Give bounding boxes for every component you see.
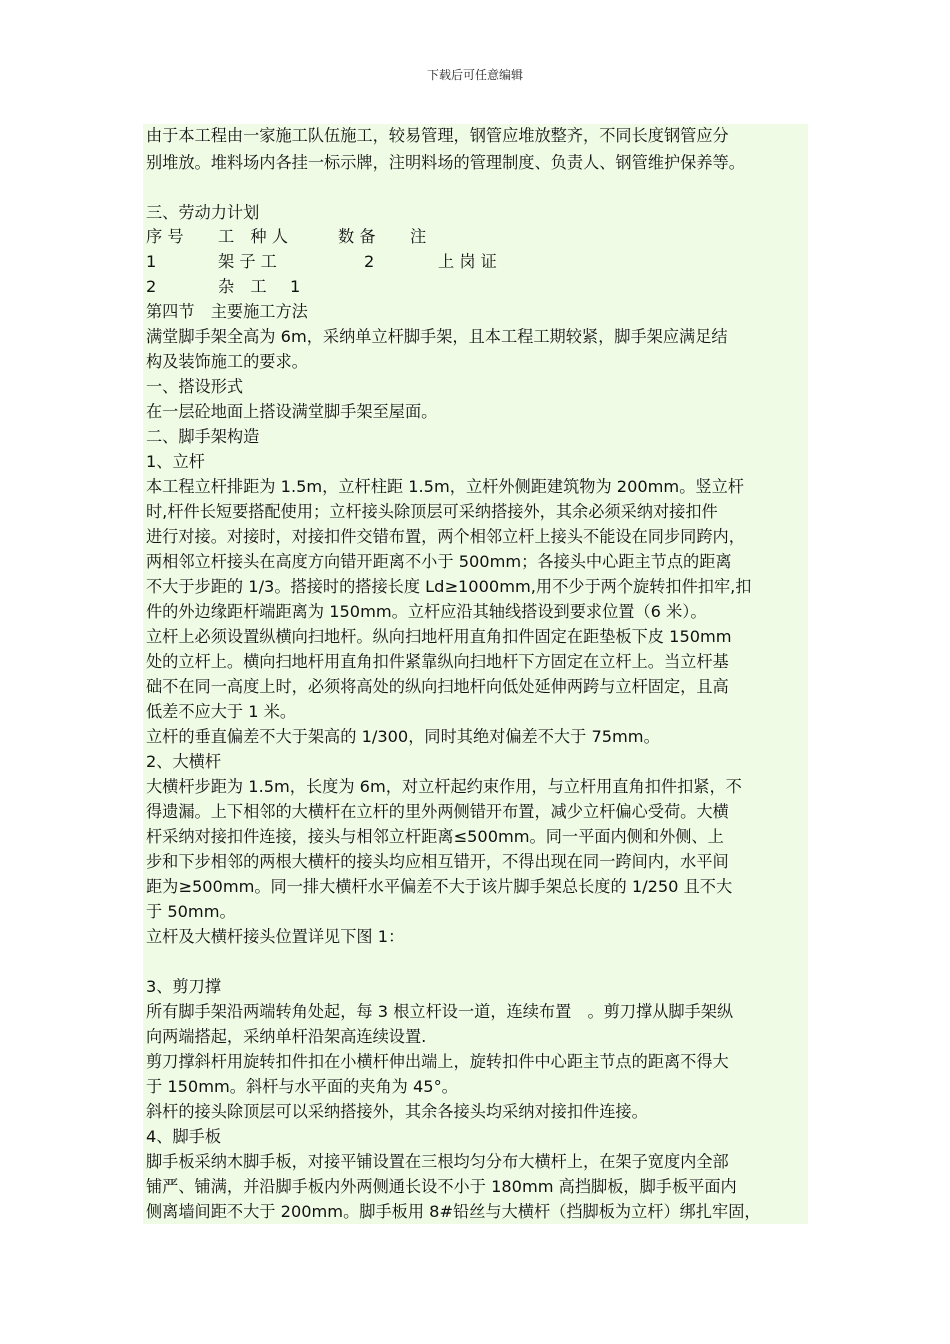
section-heading: 3、剪刀撑 xyxy=(146,977,222,996)
paragraph-line: 铺严、铺满，并沿脚手板内外两侧通长设不小于 180mm 高挡脚板，脚手板平面内 xyxy=(146,1177,737,1196)
paragraph-line: 向两端搭起，采纳单杆沿架高连续设置. xyxy=(146,1027,427,1046)
section-heading: 二、脚手架构造 xyxy=(146,427,260,446)
paragraph-line: 杆采纳对接扣件连接，接头与相邻立杆距离≤500mm。同一平面内侧和外侧、上 xyxy=(146,827,724,846)
paragraph-line: 大横杆步距为 1.5m，长度为 6m，对立杆起约束作用，与立杆用直角扣件扣紧，不 xyxy=(146,777,742,796)
table-cell: 1 xyxy=(290,277,301,296)
paragraph-line: 所有脚手架沿两端转角处起，每 3 根立杆设一道，连续布置 。剪刀撑从脚手架纵 xyxy=(146,1002,734,1021)
table-header-cell: 注 xyxy=(410,227,427,246)
paragraph-line: 步和下步相邻的两根大横杆的接头均应相互错开，不得出现在同一跨间内，水平间 xyxy=(146,852,729,871)
paragraph-line: 处的立杆上。横向扫地杆用直角扣件紧靠纵向扫地杆下方固定在立杆上。当立杆基 xyxy=(146,652,729,671)
paragraph-line: 斜杆的接头除顶层可以采纳搭接外，其余各接头均采纳对接扣件连接。 xyxy=(146,1102,648,1121)
document-body xyxy=(143,124,808,1224)
table-header-cell: 数 备 xyxy=(338,227,376,246)
table-cell: 2 xyxy=(364,252,375,271)
paragraph-line: 时,杆件长短要搭配使用；立杆接头除顶层可采纳搭接外，其余必须采纳对接扣件 xyxy=(146,502,718,521)
table-header-cell: 序 号 xyxy=(146,227,184,246)
page-header-note: 下载后可任意编辑 xyxy=(426,68,523,82)
paragraph-line: 得遗漏。上下相邻的大横杆在立杆的里外两侧错开布置，减少立杆偏心受荷。大横 xyxy=(146,802,729,821)
paragraph-line: 满堂脚手架全高为 6m，采纳单立杆脚手架，且本工程工期较紧，脚手架应满足结 xyxy=(146,327,728,346)
paragraph-line: 低差不应大于 1 米。 xyxy=(146,702,297,721)
table-cell: 架 子 工 xyxy=(218,252,277,271)
paragraph-line: 于 50mm。 xyxy=(146,902,236,921)
paragraph-line: 脚手板采纳木脚手板，对接平铺设置在三根均匀分布大横杆上，在架子宽度内全部 xyxy=(146,1152,729,1171)
paragraph-line: 于 150mm。斜杆与水平面的夹角为 45°。 xyxy=(146,1077,458,1096)
paragraph-line: 立杆上必须设置纵横向扫地杆。纵向扫地杆用直角扣件固定在距垫板下皮 150mm xyxy=(146,627,732,646)
paragraph-line: 本工程立杆排距为 1.5m，立杆柱距 1.5m，立杆外侧距建筑物为 200mm。竖立杆 xyxy=(146,477,744,496)
paragraph-line: 不大于步距的 1/3。搭接时的搭接长度 Ld≥1000mm,用不少于两个旋转扣件扣牢,扣 xyxy=(146,577,752,596)
table-cell: 1 xyxy=(146,252,157,271)
paragraph-line: 剪刀撑斜杆用旋转扣件扣在小横杆伸出端上，旋转扣件中心距主节点的距离不得大 xyxy=(146,1052,729,1071)
table-header-cell: 工 种 人 xyxy=(218,227,288,246)
section-heading: 1、立杆 xyxy=(146,452,205,471)
paragraph-line: 由于本工程由一家施工队伍施工，较易管理，钢管应堆放整齐，不同长度钢管应分 xyxy=(146,126,729,145)
paragraph-line: 在一层砼地面上搭设满堂脚手架至屋面。 xyxy=(146,402,438,421)
section-heading: 2、大横杆 xyxy=(146,752,222,771)
section-heading: 三、劳动力计划 xyxy=(146,203,260,222)
paragraph-line: 侧离墙间距不大于 200mm。脚手板用 8#铅丝与大横杆（挡脚板为立杆）绑扎牢固， xyxy=(146,1202,761,1221)
paragraph-line: 础不在同一高度上时，必须将高处的纵向扫地杆向低处延伸两跨与立杆固定，且高 xyxy=(146,677,729,696)
section-heading: 4、脚手板 xyxy=(146,1127,222,1146)
paragraph-line: 别堆放。堆料场内各挂一标示牌，注明料场的管理制度、负责人、钢管维护保养等。 xyxy=(146,153,745,172)
paragraph-line: 距为≥500mm。同一排大横杆水平偏差不大于该片脚手架总长度的 1/250 且不大 xyxy=(146,877,733,896)
paragraph-line: 进行对接。对接时，对接扣件交错布置，两个相邻立杆上接头不能设在同步同跨内， xyxy=(146,527,745,546)
paragraph-line: 两相邻立杆接头在高度方向错开距离不小于 500mm；各接头中心距主节点的距离 xyxy=(146,552,732,571)
table-cell: 上 岗 证 xyxy=(438,252,497,271)
section-heading: 第四节 主要施工方法 xyxy=(146,302,308,321)
section-heading: 一、搭设形式 xyxy=(146,377,244,396)
paragraph-line: 立杆及大横杆接头位置详见下图 1： xyxy=(146,927,405,946)
paragraph-line: 件的外边缘距杆端距离为 150mm。立杆应沿其轴线搭设到要求位置（6 米）。 xyxy=(146,602,707,621)
table-cell: 2 xyxy=(146,277,157,296)
table-cell: 杂 工 xyxy=(218,277,267,296)
paragraph-line: 构及装饰施工的要求。 xyxy=(146,352,308,371)
paragraph-line: 立杆的垂直偏差不大于架高的 1/300，同时其绝对偏差不大于 75mm。 xyxy=(146,727,660,746)
